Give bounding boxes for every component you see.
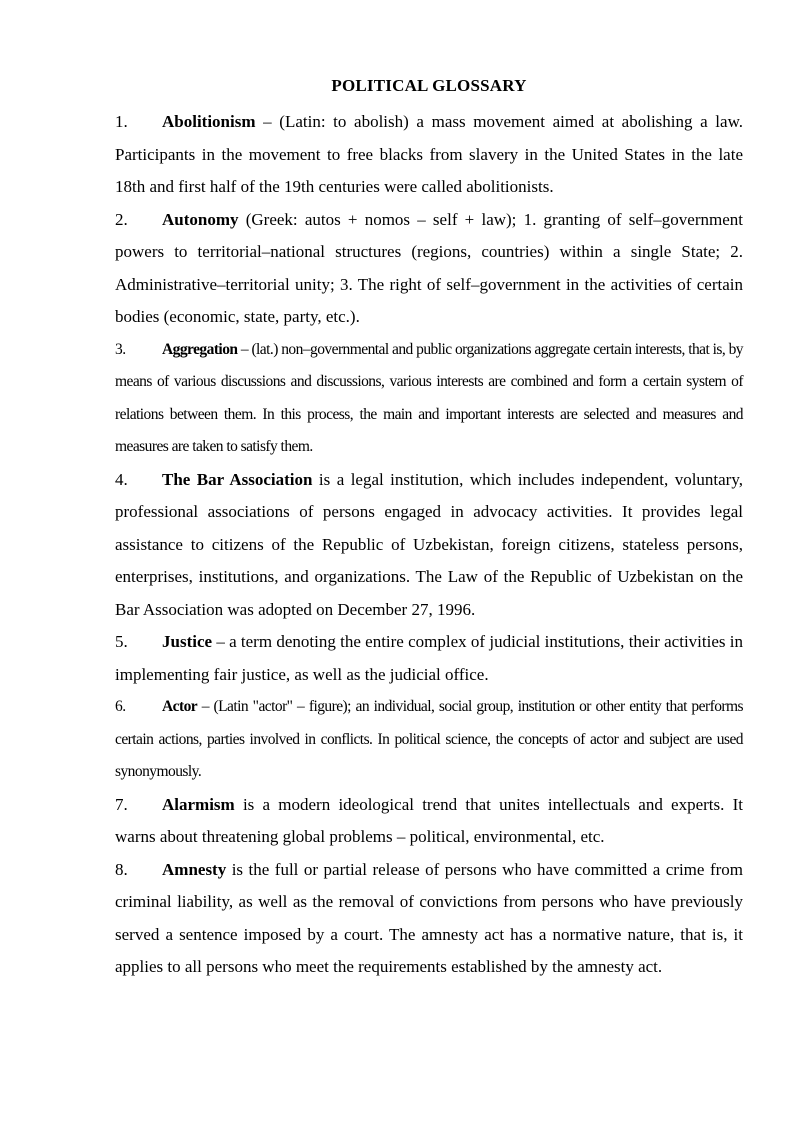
glossary-entry-actor [115,691,743,789]
entry-definition: – (Latin "actor" – figure); an individual, social group, institution or other entity that performs certain actions, parties involved in conflicts. In political science, the concepts of actor and subject are used synonymously. [115,698,743,780]
entry-number: 6. [115,698,126,715]
document-title: POLITICAL GLOSSARY [331,76,527,95]
glossary-entry-amnesty [115,854,743,984]
entry-term: Justice [162,632,213,651]
glossary-entry-autonomy [115,204,743,334]
entry-number: 2. [115,209,128,229]
entry-number: 5. [115,632,128,651]
entry-number: 4. [115,469,128,489]
document-page [115,74,743,984]
entry-definition: – a term denoting the entire complex of judicial institutions, their activities in implementing fair justice, as well as the judicial office. [115,632,743,684]
entry-definition: (Greek: autos + nomos – self + law); 1. granting of self–government powers to territorial–national structures (regions, countries) within a single State; 2. Administrative–territorial unity; 3. The right of self–government in the activities of certain bodies (economic, state, party, etc.). [115,209,743,326]
entry-term: Autonomy [162,209,239,229]
glossary-entry-bar-association [115,464,743,627]
entry-number: 3. [115,340,126,358]
entry-term: Actor [162,698,198,715]
entry-definition: is the full or partial release of persons who have committed a crime from criminal liability, as well as the removal of convictions from persons who have previously served a sentence imposed by a court. The amnesty act has a normative nature, that is, it applies to all persons who meet the requirements established by the amnesty act. [115,859,743,976]
entry-definition: is a modern ideological trend that unites intellectuals and experts. It warns about threatening global problems – political, environmental, etc. [115,794,743,846]
entry-term: Amnesty [162,859,227,879]
glossary-entry-abolitionism [115,106,743,204]
entry-term: Abolitionism [162,112,256,131]
entry-term: Aggregation [162,340,238,358]
glossary-entry-aggregation [115,334,743,464]
entry-term: Alarmism [162,794,235,814]
glossary-entry-alarmism [115,789,743,854]
entry-definition: – (lat.) non–governmental and public organizations aggregate certain interests, that is, by means of various discussions and discussions, various interests are combined and form a certain system of relations between them. In this process, the main and important interests are selected and measures and measures are taken to satisfy them. [115,340,743,455]
entry-number: 1. [115,112,128,131]
entry-number: 8. [115,859,128,879]
entry-definition: – (Latin: to abolish) a mass movement aimed at abolishing a law. Participants in the movement to free blacks from slavery in the United States in the late 18th and first half of the 19th centuries were called abolitionists. [115,112,743,196]
entry-number: 7. [115,794,128,814]
entry-definition: is a legal institution, which includes independent, voluntary, professional associations of persons engaged in advocacy activities. It provides legal assistance to citizens of the Republic of Uzbekistan, foreign citizens, stateless persons, enterprises, institutions, and organizations. The Law of the Republic of Uzbekistan on the Bar Association was adopted on December 27, 1996. [115,469,743,619]
entry-term: The Bar Association [162,469,313,489]
glossary-entry-justice [115,626,743,691]
